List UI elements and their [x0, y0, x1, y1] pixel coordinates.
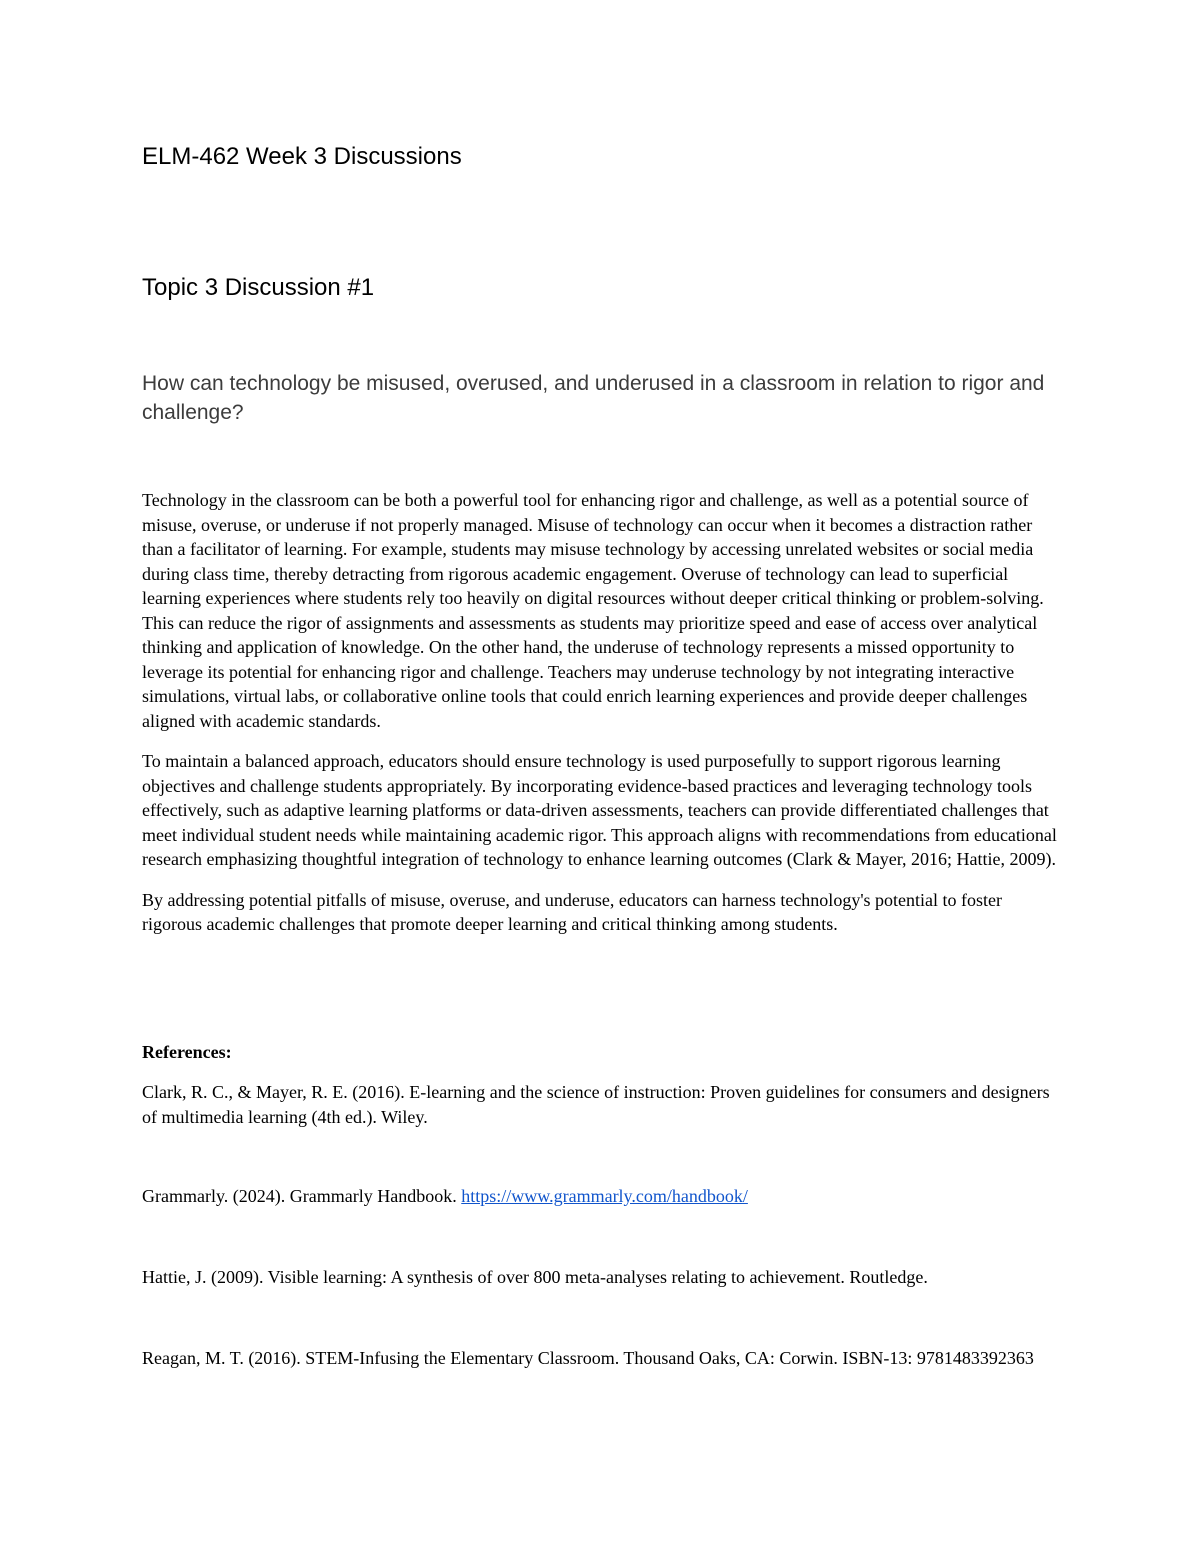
document-title: ELM-462 Week 3 Discussions	[142, 143, 462, 170]
reference-item: Hattie, J. (2009). Visible learning: A synthesis of over 800 meta-analyses relating to achievement. Routledge.	[142, 1267, 928, 1287]
body-paragraph-2: To maintain a balanced approach, educators should ensure technology is used purposefully to support rigorous learning objectives and challenge students appropriately. By incorporating evidence-based practices and leveraging technology tools effectively, such as adaptive learning platforms or data-driven assessments, teachers can provide differentiated challenges that meet individual student needs while maintaining academic rigor. This approach aligns with recommendations from educational research emphasizing thoughtful integration of technology to enhance learning outcomes (Clark & Mayer, 2016; Hattie, 2009).	[142, 751, 1057, 869]
references-section	[142, 1040, 1062, 1368]
body-paragraph-3: By addressing potential pitfalls of misuse, overuse, and underuse, educators can harness technology's potential to foster rigorous academic challenges that promote deeper learning and critical thinking among students.	[142, 889, 1003, 934]
discussion-question: How can technology be misused, overused, and underused in a classroom in relation to rigor and challenge?	[142, 372, 1045, 424]
reference-item	[142, 1184, 1062, 1209]
reference-link[interactable]: https://www.grammarly.com/handbook/	[461, 1186, 748, 1206]
references-heading: References:	[142, 1042, 232, 1062]
body-paragraph-1: Technology in the classroom can be both a powerful tool for enhancing rigor and challenge, as well as a potential source of misuse, overuse, or underuse if not properly managed. Misuse of technology can occur when it becomes a distraction rather than a facilitator of learning. For example, students may misuse technology by accessing unrelated websites or social media during class time, thereby detracting from rigorous academic engagement. Overuse of technology can lead to superficial learning experiences where students rely too heavily on digital resources without deeper critical thinking or problem-solving. This can reduce the rigor of assignments and assessments as students may prioritize speed and ease of access over analytical thinking and application of knowledge. On the other hand, the underuse of technology represents a missed opportunity to leverage its potential for enhancing rigor and challenge. Teachers may underuse technology by not integrating interactive simulations, virtual labs, or collaborative online tools that could enrich learning experiences and provide deeper challenges aligned with academic standards.	[142, 490, 1044, 731]
reference-item: Clark, R. C., & Mayer, R. E. (2016). E-learning and the science of instruction: Proven guidelines for consumers and designers of multimedia learning (4th ed.). Wiley.	[142, 1082, 1050, 1127]
reference-item: Reagan, M. T. (2016). STEM-Infusing the Elementary Classroom. Thousand Oaks, CA: Corwin. ISBN-13: 9781483392363	[142, 1348, 1034, 1368]
reference-text: Grammarly. (2024). Grammarly Handbook.	[142, 1186, 462, 1206]
response-body	[142, 488, 1062, 953]
topic-heading: Topic 3 Discussion #1	[142, 274, 375, 301]
